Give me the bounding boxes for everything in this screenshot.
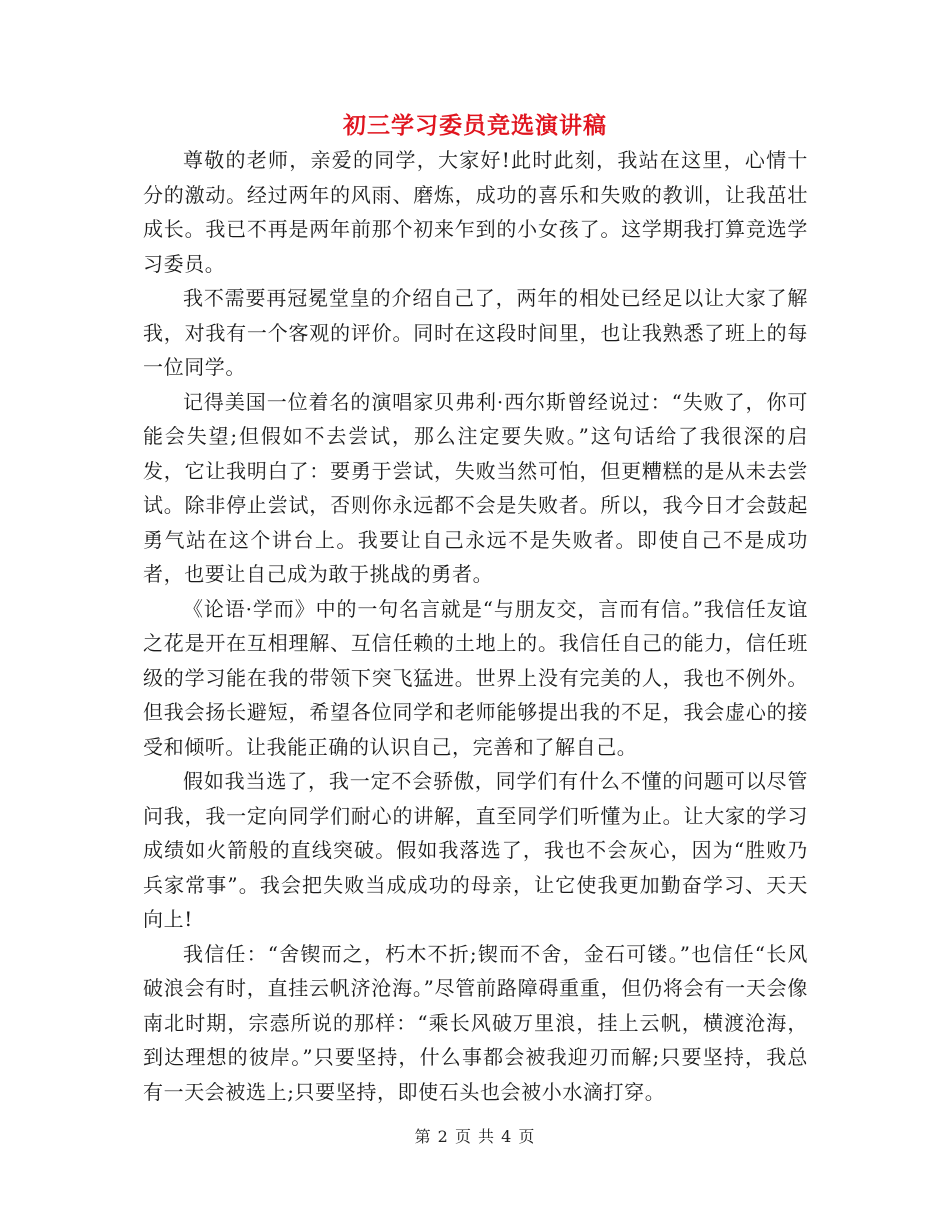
page-number-footer: 第 2 页 共 4 页: [414, 1127, 536, 1146]
paragraph-greeting: 尊敬的老师，亲爱的同学，大家好!此时此刻，我站在这里，心情十分的激动。经过两年的风雨、磨炼，成功的喜乐和失败的教训，让我茁壮成长。我已不再是两年前那个初来乍到的小女孩了。这学期我打算竞选学习委员。: [143, 148, 808, 276]
paragraph-perseverance: 我信任：“舍锲而之，朽木不折;锲而不舍，金石可镂。”也信任“长风破浪会有时，直挂云帆济沧海。”尽管前路障碍重重，但仍将会有一天会像南北时期，宗悫所说的那样：“乘长风破万里浪，挂上云帆，横渡沧海，到达理想的彼岸。”只要坚持，什么事都会被我迎刃而解;只要坚持，我总有一天会被选上;只要坚持，即使石头也会被小水滴打穿。: [143, 941, 808, 1104]
document-body: [143, 143, 808, 1109]
document-title: 初三学习委员竞选演讲稿: [343, 112, 607, 139]
paragraph-quote-failure: 记得美国一位着名的演唱家贝弗利·西尔斯曾经说过：“失败了，你可能会失望;但假如不去尝试，那么注定要失败。”这句话给了我很深的启发，它让我明白了：要勇于尝试，失败当然可怕，但更糟糕的是从未去尝试。除非停止尝试，否则你永远都不会是失败者。所以，我今日才会鼓起勇气站在这个讲台上。我要让自己永远不是失败者。即使自己不是成功者，也要让自己成为敢于挑战的勇者。: [143, 389, 808, 586]
paragraph-promise: 假如我当选了，我一定不会骄傲，同学们有什么不懂的问题可以尽管问我，我一定向同学们耐心的讲解，直至同学们听懂为止。让大家的学习成绩如火箭般的直线突破。假如我落选了，我也不会灰心，因为“胜败乃兵家常事”。我会把失败当成成功的母亲，让它使我更加勤奋学习、天天向上!: [143, 769, 808, 931]
paragraph-analects: 《论语·学而》中的一句名言就是“与朋友交，言而有信。”我信任友谊之花是开在互相理解、互信任赖的土地上的。我信任自己的能力，信任班级的学习能在我的带领下突飞猛进。世界上没有完美的人，我也不例外。但我会扬长避短，希望各位同学和老师能够提出我的不足，我会虚心的接受和倾听。让我能正确的认识自己，完善和了解自己。: [143, 596, 808, 759]
paragraph-introduction: 我不需要再冠冕堂皇的介绍自己了，两年的相处已经足以让大家了解我，对我有一个客观的评价。同时在这段时间里，也让我熟悉了班上的每一位同学。: [143, 286, 808, 379]
